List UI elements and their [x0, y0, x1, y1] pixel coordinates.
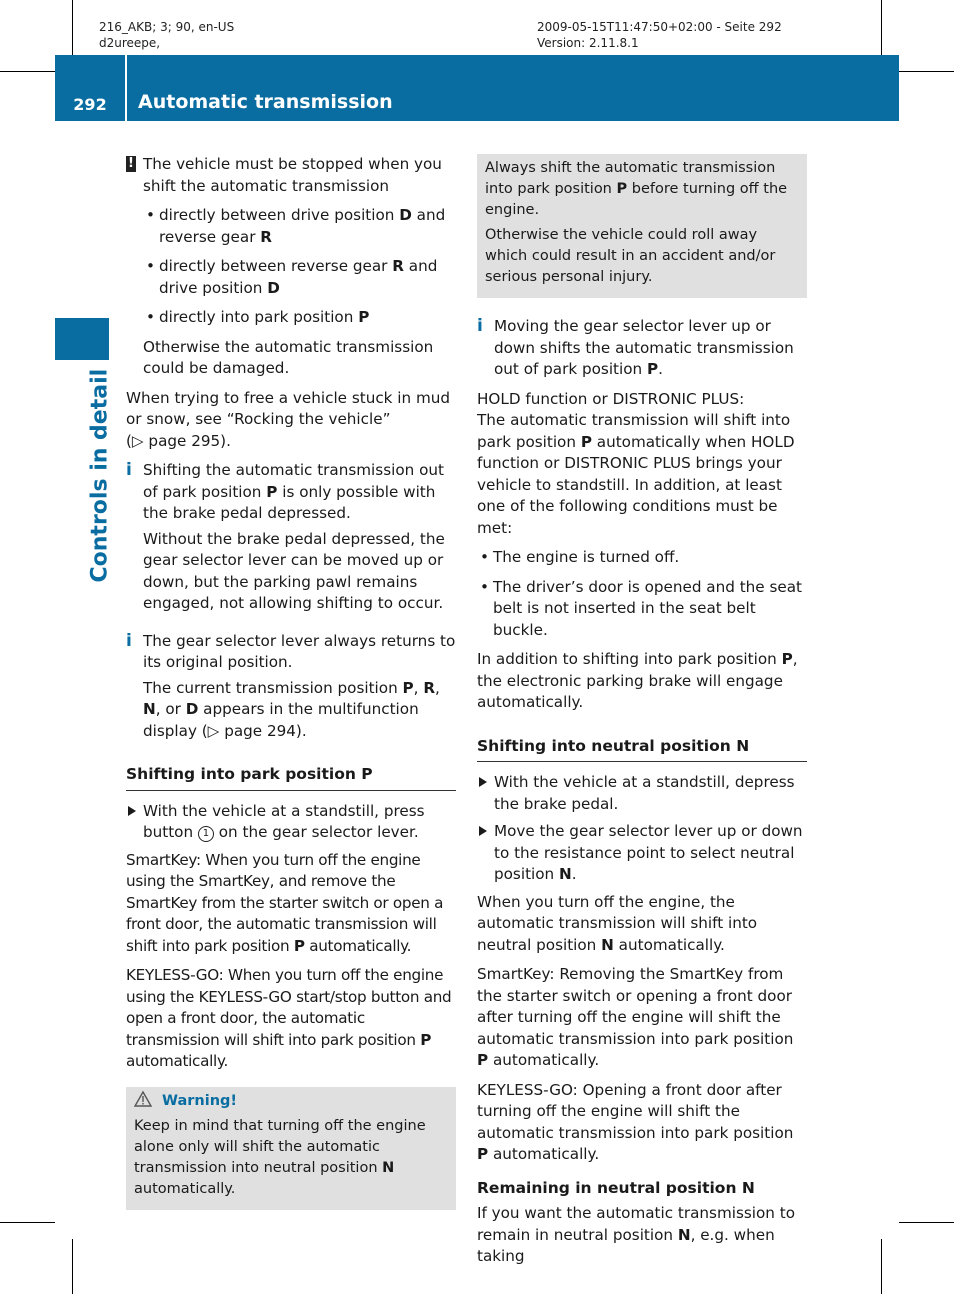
page-number: 292: [73, 95, 107, 114]
info-icon: i: [477, 316, 483, 336]
heading-remaining-neutral: Remaining in neutral position N: [477, 1178, 755, 1197]
hold-text: The automatic transmission will shift into park position P automatically when HOLD function or DISTRONIC PLUS brings your vehicle to standstill. In addition, at least one of the following conditions must be met:: [477, 411, 795, 537]
crop-mark: [899, 71, 954, 72]
grey-box-text-2: Otherwise the vehicle could roll away which could result in an accident and/or serious personal injury.: [485, 227, 776, 285]
smartkey-neutral-text: SmartKey: Removing the SmartKey from the starter switch or opening a front door after turning off the engine will shift the automatic transmission into park position P automatically.: [477, 965, 794, 1069]
print-meta-right: [537, 19, 782, 51]
engine-off-text: When you turn off the engine, the automatic transmission will shift into neutral position N automatically.: [477, 892, 758, 954]
meta-right-line2: Version: 2.11.8.1: [537, 36, 639, 50]
instruction-step: With the vehicle at a standstill, press button 1 on the gear selector lever.: [126, 801, 456, 844]
remaining-text: If you want the automatic transmission to remain in neutral position N, e.g. when taking: [477, 1204, 796, 1265]
crop-mark: [0, 71, 55, 72]
list-item: • directly between drive position D and reverse gear R: [146, 206, 446, 246]
info1-detail: Without the brake pedal depressed, the gear selector lever can be moved up or down, but the parking pawl remains engaged, not allowing shifting to occur.: [143, 529, 445, 612]
arrow-right-icon: [479, 777, 487, 787]
list-item: • directly between reverse gear R and drive position D: [146, 257, 438, 297]
instruction-step: With the vehicle at a standstill, depress the brake pedal.: [477, 772, 807, 815]
heading-park-position: Shifting into park position P: [126, 764, 456, 791]
crop-mark: [72, 1239, 73, 1294]
button-1-callout: 1: [198, 826, 214, 842]
info3-text: Moving the gear selector lever up or down shifts the automatic transmission out of park position P.: [494, 317, 794, 378]
page-header: [55, 55, 899, 121]
info1-text: Shifting the automatic transmission out of park position P is only possible with the brake pedal depressed.: [143, 461, 444, 522]
info2-detail: The current transmission position P, R, N, or D appears in the multifunction display (▷ page 294).: [143, 678, 440, 740]
list-item: • directly into park position P: [146, 308, 370, 326]
right-column: [477, 154, 807, 1276]
info-note-2: [126, 631, 456, 743]
crop-mark: [881, 1239, 882, 1294]
caution-box: [477, 154, 807, 298]
meta-left-line1: 216_AKB; 3; 90, en-US: [99, 20, 235, 34]
smartkey-park-text: SmartKey: When you turn off the engine using the SmartKey, and remove the SmartKey from the starter switch or open a front door, the automatic transmission will shift into park position P automatically.: [126, 850, 444, 955]
meta-left-line2: d2ureepe,: [99, 36, 161, 50]
crop-mark: [881, 0, 882, 55]
header-divider: [125, 55, 127, 121]
meta-right-line1: 2009-05-15T11:47:50+02:00 - Seite 292: [537, 20, 782, 34]
crop-mark: [0, 1222, 55, 1223]
list-item: • The driver’s door is opened and the seat belt is not inserted in the seat belt buckle.: [480, 577, 802, 639]
left-column: [126, 154, 456, 1210]
stuck-text: When trying to free a vehicle stuck in mud or snow, see “Rocking the vehicle”: [126, 388, 451, 428]
hold-heading: HOLD function or DISTRONIC PLUS:: [477, 389, 745, 408]
section-tab-marker: [55, 318, 109, 360]
info-icon: i: [126, 630, 132, 651]
grey-box-text-1: Always shift the automatic transmission into park position P before turning off the engine.: [485, 160, 788, 218]
caution-note: [126, 154, 456, 197]
crop-mark: [72, 0, 73, 55]
info-note-3: [477, 316, 807, 381]
exclamation-icon: !: [126, 156, 136, 172]
caution-intro: The vehicle must be stopped when you shift the automatic transmission: [143, 155, 442, 195]
caution-outro: Otherwise the automatic transmission could be damaged.: [143, 337, 434, 377]
warning-box: [126, 1087, 456, 1210]
crop-mark: [899, 1222, 954, 1223]
warning-triangle-icon: [134, 1091, 152, 1107]
page-title: Automatic transmission: [138, 91, 393, 113]
warning-text: Keep in mind that turning off the engine alone only will shift the automatic transmission into neutral position N automatically.: [134, 1117, 426, 1197]
info2-text: The gear selector lever always returns to its original position.: [143, 631, 456, 671]
stuck-page-ref[interactable]: (▷ page 295).: [126, 431, 231, 450]
info-icon: i: [126, 460, 132, 480]
arrow-right-icon: [128, 806, 136, 816]
print-meta-left: [99, 19, 234, 51]
epb-text: In addition to shifting into park position P, the electronic parking brake will engage automatically.: [477, 650, 798, 711]
heading-neutral-position: Shifting into neutral position N: [477, 736, 807, 763]
section-label: [86, 368, 116, 583]
info-note-1: [126, 460, 456, 615]
warning-heading: Warning!: [134, 1091, 448, 1112]
section-label-text: Controls in detail: [87, 368, 113, 583]
list-item: • The engine is turned off.: [480, 548, 680, 566]
keyless-neutral-text: KEYLESS-GO: Opening a front door after turning off the engine will shift the automatic transmission into park position P automatically.: [477, 1080, 794, 1163]
keyless-park-text: KEYLESS-GO: When you turn off the engine using the KEYLESS-GO start/stop button and open a front door, the automatic transmission will shift into park position P automatically.: [126, 966, 452, 1070]
instruction-step: Move the gear selector lever up or down to the resistance point to select neutral position N.: [477, 821, 807, 886]
arrow-right-icon: [479, 826, 487, 836]
